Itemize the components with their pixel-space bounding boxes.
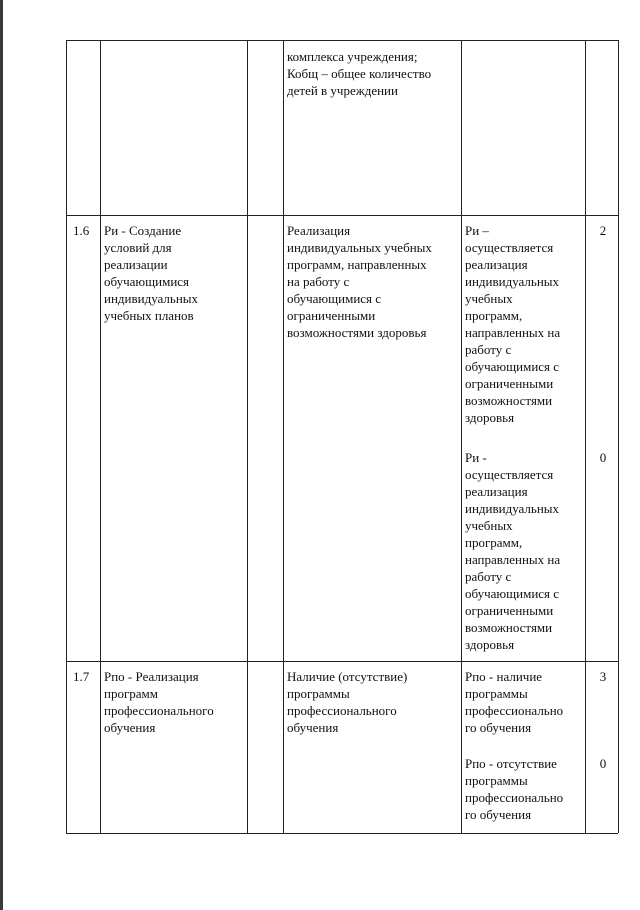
row-number-1-7: 1.7	[73, 669, 90, 684]
indicator-1-6: Реализация индивидуальных учебных программ, направленных на работу с обучающимися с ограниченными возможностями здоровья	[287, 223, 432, 340]
indicator-cell-continued: комплекса учреждения; Кобщ – общее количество детей в учреждении	[287, 49, 432, 98]
criterion-name-1-6: Ри - Создание условий для реализации обучающимися индивидуальных учебных планов	[104, 223, 199, 323]
col-border-right	[618, 40, 619, 833]
criterion-name-1-7: Рпо - Реализация программ профессионального обучения	[104, 669, 214, 735]
criterion-option-1-6-b: Ри - осуществляется реализация индивидуальных учебных программ, направленных на работу с обучающимися с ограниченными возможностями здоровья	[465, 450, 561, 652]
col-border-2	[247, 40, 248, 833]
score-1-6-b: 0	[599, 450, 607, 465]
col-border-left	[66, 40, 67, 833]
col-border-5	[585, 40, 586, 833]
criterion-option-1-7-a: Рпо - наличие программы профессионально го обучения	[465, 669, 564, 735]
col-border-4	[461, 40, 462, 833]
col-border-1	[100, 40, 101, 833]
table-border-bottom	[66, 833, 618, 834]
criterion-option-1-7-b: Рпо - отсутствие программы профессионально го обучения	[465, 756, 564, 822]
row-number-1-6: 1.6	[73, 223, 90, 238]
table-border-top	[66, 40, 618, 41]
score-1-7-a: 3	[599, 669, 607, 684]
indicator-1-7: Наличие (отсутствие) программы профессионального обучения	[287, 669, 408, 735]
score-1-7-b: 0	[599, 756, 607, 771]
col-border-3	[283, 40, 284, 833]
row-divider-1-6	[66, 215, 618, 216]
row-divider-1-7	[66, 661, 618, 662]
score-1-6-a: 2	[599, 223, 607, 238]
criterion-option-1-6-a: Ри – осуществляется реализация индивидуальных учебных программ, направленных на работу с обучающимися с ограниченными возможностями здоровья	[465, 223, 561, 425]
